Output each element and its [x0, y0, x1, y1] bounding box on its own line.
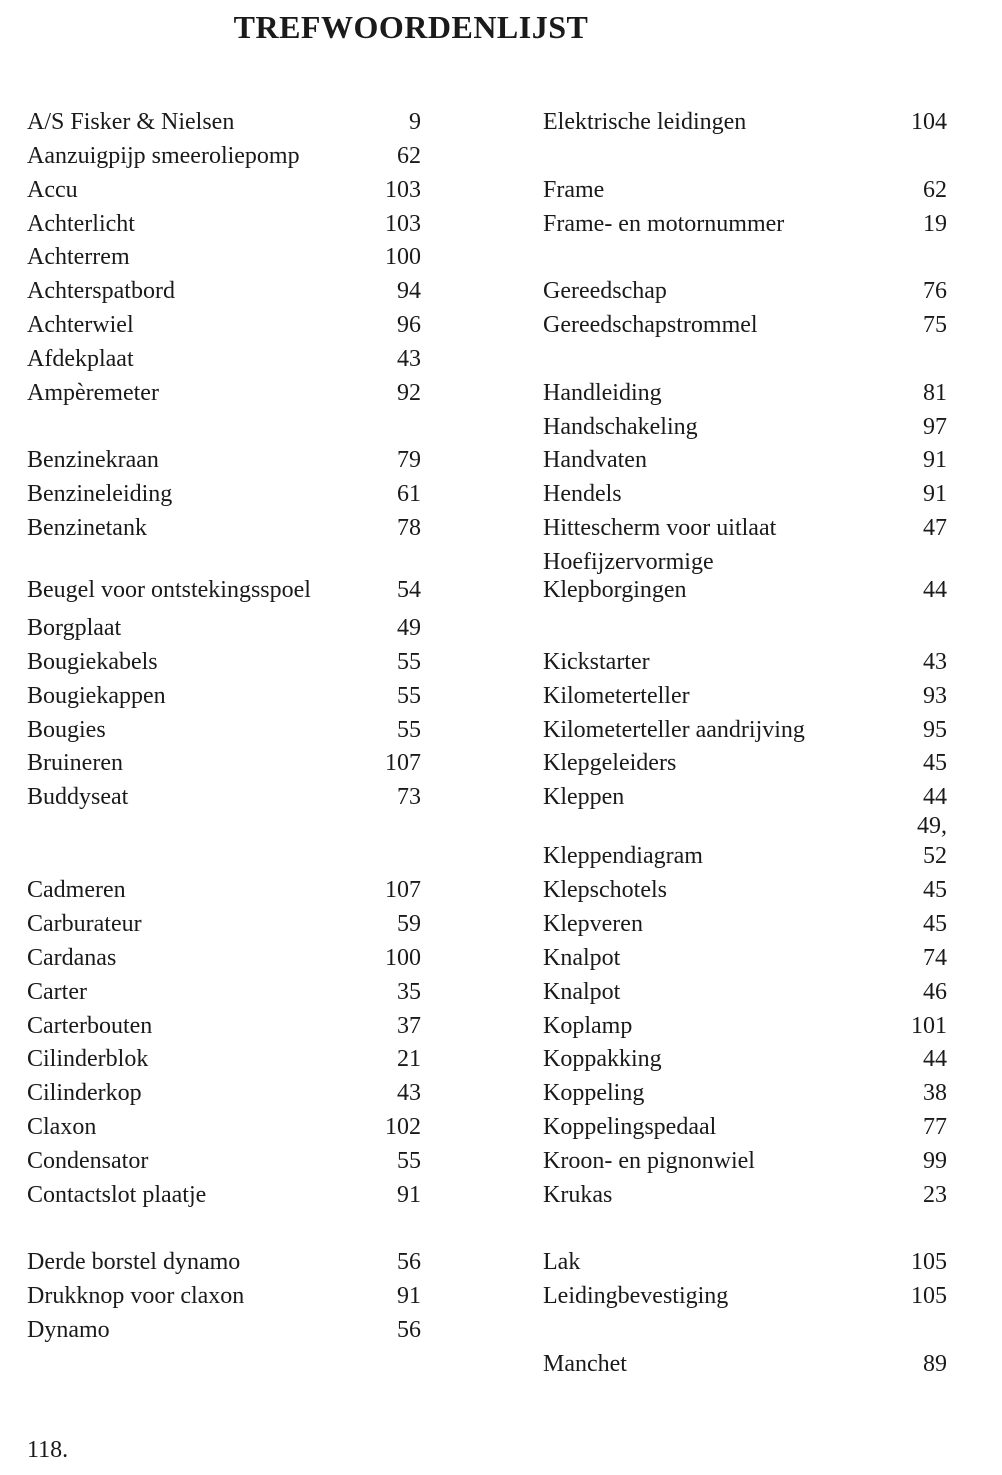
index-page-number: 54 — [397, 576, 421, 603]
index-page-number: 107 — [385, 877, 421, 904]
index-term: Accu — [27, 176, 78, 203]
index-page-number: 19 — [923, 210, 947, 237]
index-term: A/S Fisker & Nielsen — [27, 109, 235, 135]
index-row — [27, 977, 421, 1011]
index-row — [27, 748, 421, 782]
index-row — [543, 310, 947, 344]
index-term: Derde borstel dynamo — [27, 1249, 241, 1276]
index-row — [543, 344, 947, 378]
index-page-number: 99 — [923, 1147, 947, 1174]
index-term: Achterrem — [27, 244, 130, 271]
index-term: Lak — [543, 1249, 581, 1276]
index-term: Bougies — [27, 716, 106, 743]
index-page-number: 73 — [397, 784, 421, 811]
index-term: Kleppendiagram — [543, 843, 703, 870]
index-page-number: 45 — [923, 750, 947, 777]
index-page-number: 43 — [923, 648, 947, 675]
index-term: Buddyseat — [27, 784, 129, 811]
index-term: Bougiekabels — [27, 648, 158, 675]
index-page-number: 97 — [923, 413, 947, 440]
index-row — [543, 782, 947, 811]
index-term: Cardanas — [27, 944, 117, 971]
index-row — [543, 1281, 947, 1315]
index-page-number: 45 — [923, 911, 947, 938]
index-term: Claxon — [27, 1114, 97, 1141]
index-row — [27, 1281, 421, 1315]
index-row — [27, 1315, 421, 1349]
index-row — [27, 1112, 421, 1146]
index-row — [27, 479, 421, 513]
index-page-number: 91 — [397, 1283, 421, 1310]
index-page-number: 76 — [923, 278, 947, 305]
index-page-number: 52 — [923, 843, 947, 870]
index-row — [543, 276, 947, 310]
index-row — [543, 242, 947, 276]
index-term: Achterlicht — [27, 210, 135, 237]
index-page-number: 44 — [923, 576, 947, 603]
index-page-number: 49 — [397, 614, 421, 641]
index-term: Hittescherm voor uitlaat — [543, 515, 777, 542]
index-page-number: 100 — [385, 944, 421, 971]
index-row — [27, 445, 421, 479]
index-term: Handschakeling — [543, 413, 698, 440]
index-term: Knalpot — [543, 978, 621, 1005]
index-term: Krukas — [543, 1181, 613, 1208]
index-row — [543, 412, 947, 446]
index-term: Klepveren — [543, 911, 643, 938]
index-row — [543, 748, 947, 782]
index-term: Carter — [27, 978, 87, 1005]
index-row — [543, 479, 947, 513]
index-page-number: 37 — [397, 1012, 421, 1039]
index-row — [27, 943, 421, 977]
index-row — [27, 575, 421, 613]
index-page-number: 46 — [923, 978, 947, 1005]
index-row — [543, 1315, 947, 1349]
index-page-number: 55 — [397, 648, 421, 675]
index-term: Beugel voor ontstekingsspoel — [27, 576, 311, 603]
index-page-number: 77 — [923, 1114, 947, 1141]
index-term: Klepgeleiders — [543, 750, 677, 777]
index-page-number: 105 — [911, 1249, 947, 1276]
index-row — [27, 276, 421, 310]
index-row — [27, 782, 421, 811]
index-page-number: 47 — [923, 515, 947, 542]
index-page-number: 62 — [397, 142, 421, 169]
index-term: Cadmeren — [27, 877, 126, 904]
index-row — [27, 1078, 421, 1112]
index-term: Benzinekraan — [27, 447, 159, 474]
index-term: Handvaten — [543, 447, 647, 474]
index-row — [27, 1044, 421, 1078]
index-term: Bruineren — [27, 750, 123, 777]
index-row — [543, 1078, 947, 1112]
index-page-number: 59 — [397, 911, 421, 938]
index-row — [543, 1011, 947, 1045]
index-term: Dynamo — [27, 1317, 110, 1344]
index-page-number: 44 — [923, 1046, 947, 1073]
index-page-number: 103 — [385, 210, 421, 237]
index-term: Koppeling — [543, 1080, 645, 1107]
index-row — [543, 613, 947, 647]
index-page-number: 103 — [385, 176, 421, 203]
index-term: Cilinderblok — [27, 1046, 149, 1073]
index-row — [543, 1349, 947, 1383]
index-term: Borgplaat — [27, 614, 122, 641]
index-page-number: 104 — [911, 109, 947, 135]
index-page-number: 105 — [911, 1283, 947, 1310]
index-page-number: 95 — [923, 716, 947, 743]
index-term: Cilinderkop — [27, 1080, 142, 1107]
index-column-right — [543, 107, 947, 1383]
index-row — [27, 107, 421, 141]
index-term: Handleiding — [543, 379, 662, 406]
index-row — [543, 647, 947, 681]
index-page-number: 91 — [923, 447, 947, 474]
index-row — [543, 1180, 947, 1214]
index-term: Frame — [543, 176, 605, 203]
index-row — [543, 547, 947, 575]
index-page-number: 89 — [923, 1351, 947, 1377]
index-term: Elektrische leidingen — [543, 109, 747, 135]
index-page-number: 100 — [385, 244, 421, 271]
index-row — [27, 613, 421, 647]
index-term: Bougiekappen — [27, 682, 166, 709]
index-row — [543, 1247, 947, 1281]
index-term: Carburateur — [27, 911, 142, 938]
index-row — [27, 310, 421, 344]
index-row — [543, 141, 947, 175]
index-page-number: 35 — [397, 978, 421, 1005]
index-row — [543, 209, 947, 243]
index-row — [27, 242, 421, 276]
index-term: Frame- en motornummer — [543, 210, 785, 237]
index-row — [543, 1112, 947, 1146]
index-row — [543, 681, 947, 715]
index-page-number: 43 — [397, 345, 421, 372]
index-row — [543, 513, 947, 547]
index-page-number: 74 — [923, 944, 947, 971]
index-term: Carterbouten — [27, 1012, 153, 1039]
index-row — [27, 513, 421, 547]
index-term: Kleppen — [543, 784, 625, 811]
index-row — [543, 943, 947, 977]
index-row — [543, 1146, 947, 1180]
index-row — [543, 811, 947, 841]
index-term: Achterwiel — [27, 312, 134, 339]
index-page-number: 93 — [923, 682, 947, 709]
index-row — [27, 1146, 421, 1180]
index-row — [543, 175, 947, 209]
index-page-number: 9 — [409, 109, 421, 135]
index-page-number: 101 — [911, 1012, 947, 1039]
index-term: Koplamp — [543, 1012, 633, 1039]
index-row — [27, 681, 421, 715]
page-number: 118. — [27, 1437, 69, 1463]
index-row — [543, 977, 947, 1011]
index-term: Drukknop voor claxon — [27, 1283, 245, 1310]
index-page-number: 62 — [923, 176, 947, 203]
index-row — [27, 1247, 421, 1281]
index-row — [543, 378, 947, 412]
index-row — [27, 1349, 421, 1383]
index-term: Achterspatbord — [27, 278, 175, 305]
index-row — [543, 875, 947, 909]
index-term: Manchet — [543, 1351, 627, 1377]
index-term: Kilometerteller — [543, 682, 690, 709]
index-row — [27, 547, 421, 575]
index-term: Kickstarter — [543, 648, 650, 675]
index-term: Koppelingspedaal — [543, 1114, 717, 1141]
index-page-number: 107 — [385, 750, 421, 777]
index-page-number: 23 — [923, 1181, 947, 1208]
index-term: Hendels — [543, 481, 622, 508]
index-page-number: 21 — [397, 1046, 421, 1073]
index-term: Leidingbevestiging — [543, 1283, 729, 1310]
index-row — [27, 141, 421, 175]
index-page-number: 55 — [397, 682, 421, 709]
index-term: Kroon- en pignonwiel — [543, 1147, 755, 1174]
index-page-number: 79 — [397, 447, 421, 474]
index-term: Benzinetank — [27, 515, 147, 542]
index-term: Klepborgingen — [543, 576, 687, 603]
index-row — [543, 1214, 947, 1248]
index-page-number: 75 — [923, 312, 947, 339]
index-term: Condensator — [27, 1147, 149, 1174]
index-row — [27, 875, 421, 909]
index-term: Koppakking — [543, 1046, 662, 1073]
index-term: Aanzuigpijp smeeroliepomp — [27, 142, 300, 169]
index-row — [27, 412, 421, 446]
index-row — [27, 175, 421, 209]
index-row — [27, 841, 421, 875]
index-row — [543, 909, 947, 943]
index-term: Hoefijzervormige — [543, 548, 714, 575]
index-column-left — [27, 107, 421, 1383]
index-row — [27, 209, 421, 243]
index-row — [27, 344, 421, 378]
index-term: Klepschotels — [543, 877, 667, 904]
index-page-number: 92 — [397, 379, 421, 406]
index-page-number: 56 — [397, 1317, 421, 1344]
index-term: Afdekplaat — [27, 345, 134, 372]
index-row — [543, 1044, 947, 1078]
index-page-number: 56 — [397, 1249, 421, 1276]
index-term: Kilometerteller aandrijving — [543, 716, 805, 743]
index-term: Gereedschapstrommel — [543, 312, 758, 339]
index-page-number: 96 — [397, 312, 421, 339]
index-row — [27, 647, 421, 681]
index-page-number: 45 — [923, 877, 947, 904]
index-page-number: 91 — [923, 481, 947, 508]
index-page-number: 91 — [397, 1181, 421, 1208]
index-page-number: 44 — [923, 784, 947, 811]
index-term: Ampèremeter — [27, 379, 159, 406]
index-row — [543, 575, 947, 613]
index-page-number: 94 — [397, 278, 421, 305]
index-row — [27, 378, 421, 412]
index-row — [27, 1214, 421, 1248]
index-row — [543, 841, 947, 875]
index-row — [27, 715, 421, 749]
index-page-number: 78 — [397, 515, 421, 542]
index-row — [543, 107, 947, 141]
index-term: Contactslot plaatje — [27, 1181, 207, 1208]
index-row — [543, 715, 947, 749]
index-page-number: 55 — [397, 716, 421, 743]
index-term: Knalpot — [543, 944, 621, 971]
index-page-number: 81 — [923, 379, 947, 406]
index-row — [27, 1180, 421, 1214]
index-page-number: 102 — [385, 1114, 421, 1141]
index-row — [27, 909, 421, 943]
index-page-number: 61 — [397, 481, 421, 508]
index-term: Gereedschap — [543, 278, 667, 305]
index-page-number: 49, — [917, 813, 947, 840]
index-row — [543, 445, 947, 479]
index-page-number: 43 — [397, 1080, 421, 1107]
index-term: Benzineleiding — [27, 481, 173, 508]
index-row — [27, 1011, 421, 1045]
index-page-number: 55 — [397, 1147, 421, 1174]
index-row — [27, 811, 421, 841]
page-title: TREFWOORDENLIJST — [233, 9, 589, 45]
index-page-number: 38 — [923, 1080, 947, 1107]
